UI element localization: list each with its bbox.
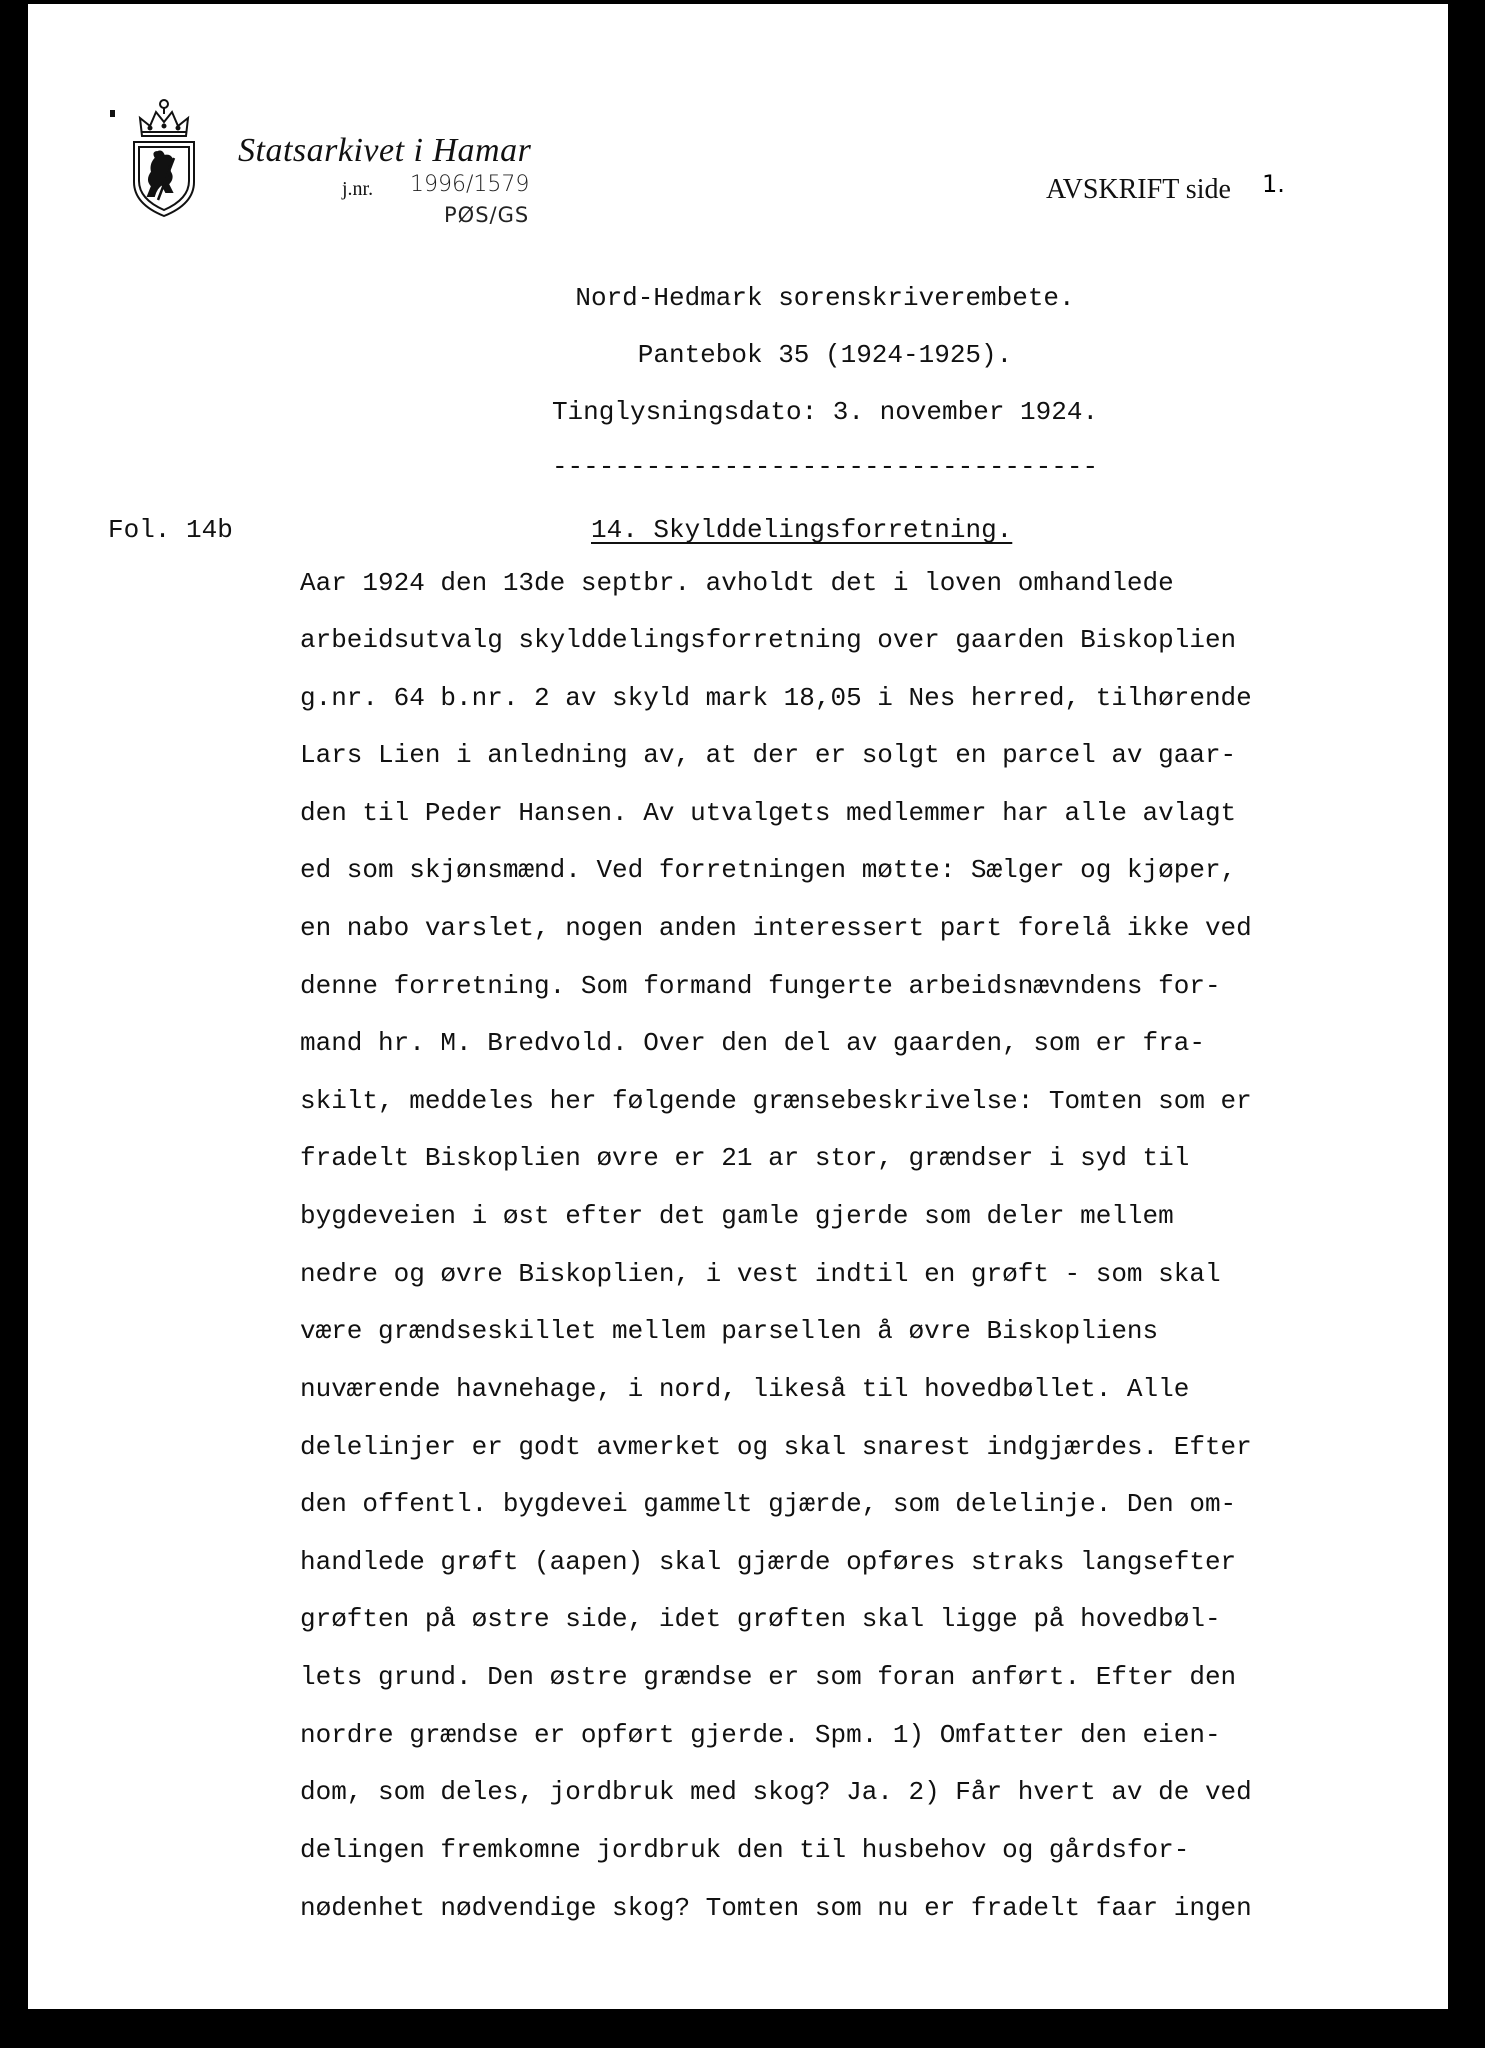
date-heading: Tinglysningsdato: 3. november 1924. xyxy=(551,397,1099,427)
body-line: bygdeveien i øst efter det gamle gjerde som deler mellem xyxy=(300,1201,1174,1231)
body-line: lets grund. Den østre grændse er som foran anført. Efter den xyxy=(300,1662,1237,1692)
body-line: denne forretning. Som formand fungerte arbeidsnævndens for- xyxy=(300,971,1221,1001)
norwegian-coat-of-arms-icon xyxy=(128,92,200,220)
body-line: arbeidsutvalg skylddelingsforretning over gaarden Biskoplien xyxy=(300,625,1237,655)
journal-number-label: j.nr. xyxy=(342,178,374,200)
body-line: den til Peder Hansen. Av utvalgets medlemmer har alle avlagt xyxy=(300,798,1237,828)
body-line: nedre og øvre Biskoplien, i vest indtil en grøft - som skal xyxy=(300,1259,1221,1289)
body-line: delingen fremkomne jordbruk den til husbehov og gårdsfor- xyxy=(300,1835,1190,1865)
body-line: den offentl. bygdevei gammelt gjærde, som delelinje. Den om- xyxy=(300,1489,1237,1519)
journal-number: 1996/1579 xyxy=(410,172,530,197)
body-line: handlede grøft (aapen) skal gjærde opføres straks langsefter xyxy=(300,1547,1237,1577)
body-line: nuværende havnehage, i nord, likeså til hovedbøllet. Alle xyxy=(300,1374,1190,1404)
body-line: være grændseskillet mellem parsellen å øvre Biskopliens xyxy=(300,1316,1159,1346)
body-line: fradelt Biskoplien øvre er 21 ar stor, grændser i syd til xyxy=(300,1143,1190,1173)
avskrift-label: AVSKRIFT side xyxy=(1046,174,1231,205)
body-line: Lars Lien i anledning av, at der er solgt en parcel av gaar- xyxy=(300,740,1237,770)
archive-name: Statsarkivet i Hamar xyxy=(238,132,532,169)
body-line: skilt, meddeles her følgende grænsebeskrivelse: Tomten som er xyxy=(300,1086,1252,1116)
body-line: en nabo varslet, nogen anden interessert part forelå ikke ved xyxy=(300,913,1252,943)
body-line: nordre grændse er opført gjerde. Spm. 1) Omfatter den eien- xyxy=(300,1720,1221,1750)
heading-rule: ----------------------------------- xyxy=(551,452,1099,482)
signature-initials: PØS/GS xyxy=(444,203,530,227)
body-line: nødenhet nødvendige skog? Tomten som nu er fradelt faar ingen xyxy=(300,1893,1252,1923)
speck xyxy=(110,110,115,117)
avskrift-page-number: 1. xyxy=(1262,170,1285,198)
body-line: dom, som deles, jordbruk med skog? Ja. 2) Får hvert av de ved xyxy=(300,1777,1252,1807)
body-line: g.nr. 64 b.nr. 2 av skyld mark 18,05 i Nes herred, tilhørende xyxy=(300,683,1252,713)
book-heading: Pantebok 35 (1924-1925). xyxy=(637,340,1013,370)
body-line: grøften på østre side, idet grøften skal ligge på hovedbøl- xyxy=(300,1604,1221,1634)
body-line: Aar 1924 den 13de septbr. avholdt det i loven omhandlede xyxy=(300,568,1174,598)
office-heading: Nord-Hedmark sorenskriverembete. xyxy=(575,283,1075,313)
body-line: delelinjer er godt avmerket og skal snarest indgjærdes. Efter xyxy=(300,1432,1252,1462)
body-line: mand hr. M. Bredvold. Over den del av gaarden, som er fra- xyxy=(300,1028,1205,1058)
body-line: ed som skjønsmænd. Ved forretningen møtte: Sælger og kjøper, xyxy=(300,855,1237,885)
folio-reference: Fol. 14b xyxy=(108,515,233,545)
section-title: 14. Skylddelingsforretning. xyxy=(591,515,1013,545)
